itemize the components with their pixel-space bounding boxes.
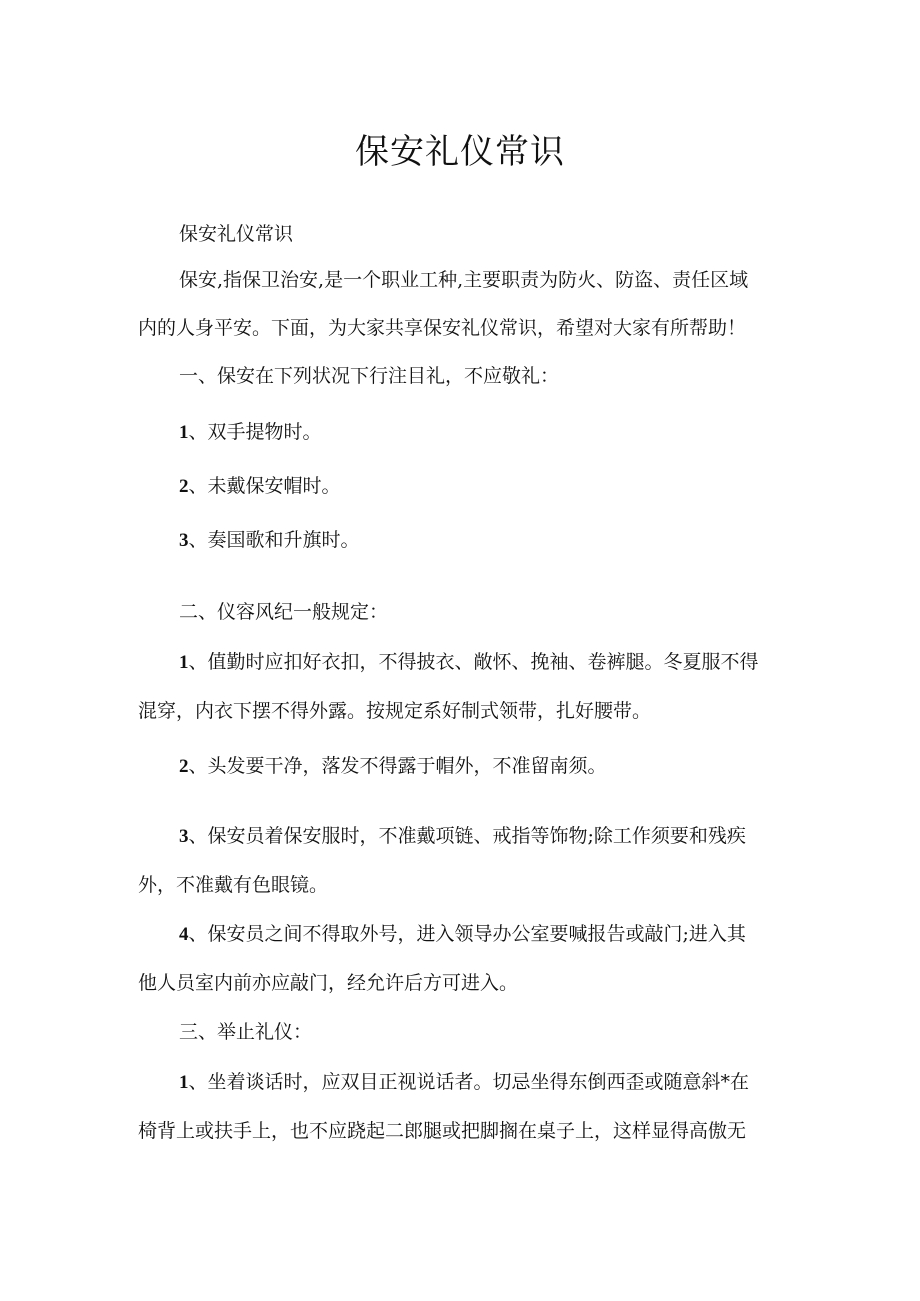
list-item: [138, 516, 786, 565]
text-line: 二、仪容风纪一般规定：: [179, 601, 389, 623]
list-text: 、未戴保安帽时。: [188, 475, 341, 497]
list-item: [138, 910, 786, 1007]
text-line: 内的人身平安。下面，为大家共享保安礼仪常识，希望对大家有所帮助！: [138, 317, 747, 339]
list-number: 1: [179, 652, 189, 673]
list-item: [138, 462, 786, 511]
paragraph-intro-heading: [138, 210, 786, 258]
text-line: 他人员室内前亦应敲门，经允许后方可进入。: [138, 972, 519, 994]
text-line: 保安礼仪常识: [179, 223, 294, 245]
section-heading-2: [138, 588, 786, 636]
list-number: 2: [179, 476, 189, 497]
list-number: 3: [179, 826, 189, 847]
list-text: 、保安员之间不得取外号，进入领导办公室要喊报告或敲门;进入其: [188, 923, 746, 945]
text-line: 椅背上或扶手上，也不应跷起二郎腿或把脚搁在桌子上，这样显得高傲无: [138, 1120, 747, 1142]
section-heading-3: [138, 1008, 786, 1056]
list-text: 、坐着谈话时，应双目正视说话者。切忌坐得东倒西歪或随意斜*在: [188, 1071, 750, 1093]
list-item: [138, 1058, 786, 1155]
list-text: 、双手提物时。: [188, 421, 322, 443]
list-text: 、头发要干净，落发不得露于帽外，不准留南须。: [188, 755, 607, 777]
paragraph-intro: [138, 256, 786, 352]
section-heading-1: [138, 352, 786, 400]
list-number: 4: [179, 924, 189, 945]
list-text: 、保安员着保安服时，不准戴项链、戒指等饰物;除工作须要和残疾: [188, 825, 746, 847]
list-number: 2: [179, 756, 189, 777]
text-line: 保安,指保卫治安,是一个职业工种,主要职责为防火、防盗、责任区域: [179, 269, 749, 291]
text-line: 一、保安在下列状况下行注目礼，不应敬礼：: [179, 365, 560, 387]
list-number: 1: [179, 422, 189, 443]
text-line: 混穿，内衣下摆不得外露。按规定系好制式领带，扎好腰带。: [138, 700, 652, 722]
list-item: [138, 638, 786, 735]
text-line: 外，不准戴有色眼镜。: [138, 874, 329, 896]
document-title: 保安礼仪常识: [355, 132, 565, 172]
text-line: 三、举止礼仪：: [179, 1021, 313, 1043]
list-text: 、奏国歌和升旗时。: [188, 529, 360, 551]
list-number: 3: [179, 530, 189, 551]
list-text: 、值勤时应扣好衣扣，不得披衣、敞怀、挽袖、卷裤腿。冬夏服不得: [188, 651, 759, 673]
list-number: 1: [179, 1072, 189, 1093]
list-item: [138, 812, 786, 909]
list-item: [138, 742, 786, 791]
list-item: [138, 408, 786, 457]
